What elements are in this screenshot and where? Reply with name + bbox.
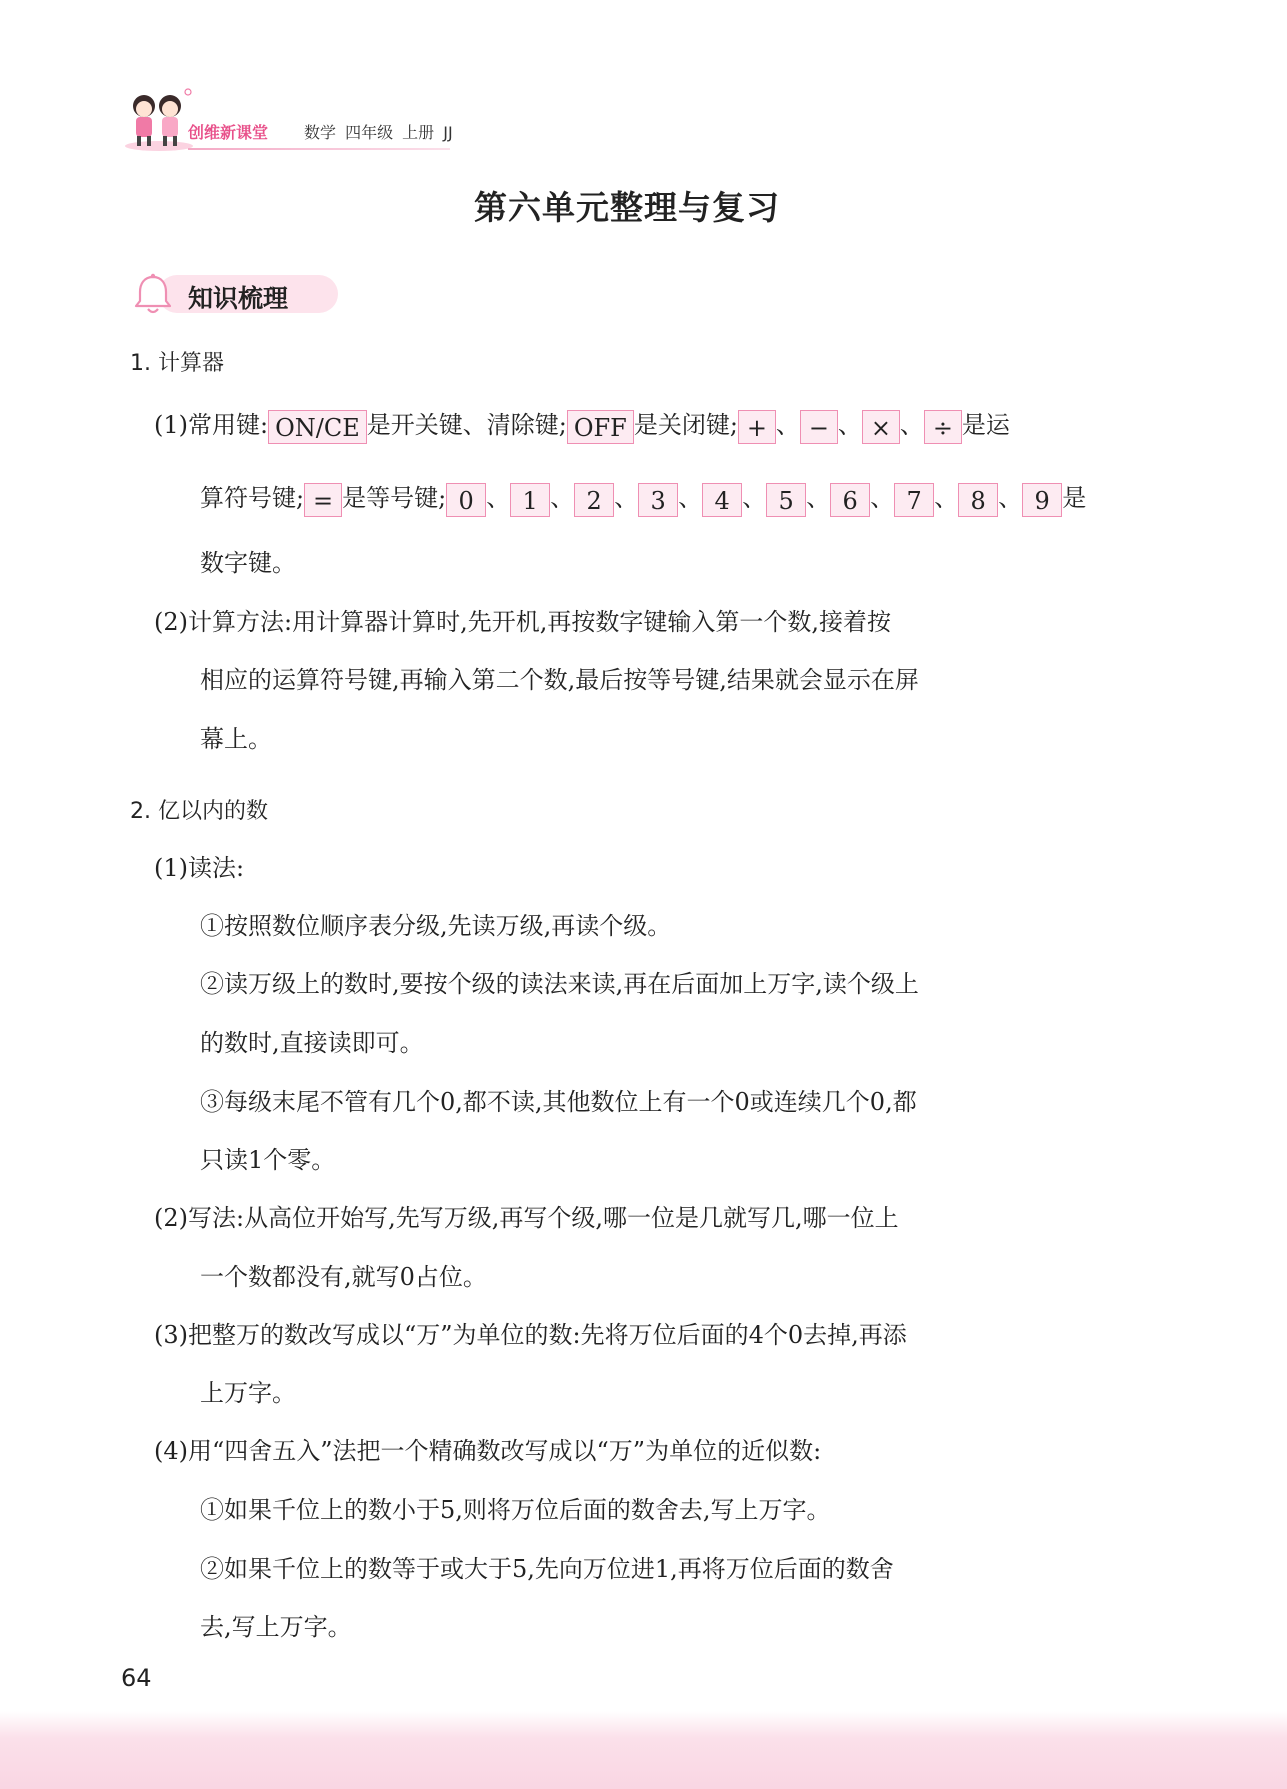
p1-line1 xyxy=(154,408,1010,444)
p1-line2-lead: 算符号键; xyxy=(200,484,305,512)
key-digit: 4 xyxy=(702,483,742,517)
separator: 、 xyxy=(486,484,511,512)
p5-number: (3) xyxy=(154,1321,188,1349)
p6-text: 用“四舍五入”法把一个精确数改写成以“万”为单位的近似数: xyxy=(188,1437,822,1465)
p2-line3: 幕上。 xyxy=(200,725,272,753)
p4-text: 写法:从高位开始写,先写万级,再写个级,哪一位是几就写几,哪一位上 xyxy=(188,1204,899,1232)
separator: 、 xyxy=(550,484,575,512)
section-badge xyxy=(130,271,338,317)
brand-name: 创维新课堂 xyxy=(188,123,269,142)
separator: 、 xyxy=(775,411,800,439)
p3-item2a: ②读万级上的数时,要按个级的读法来读,再在后面加上万字,读个级上 xyxy=(200,970,919,998)
separator: 、 xyxy=(614,484,639,512)
key-times: × xyxy=(862,410,900,444)
p3-number: (1) xyxy=(154,854,188,882)
key-on-ce: ON/CE xyxy=(268,410,367,444)
key-digit: 2 xyxy=(574,483,614,517)
p2-number: (2) xyxy=(154,608,188,636)
p6-item2a: ②如果千位上的数等于或大于5,先向万位进1,再将万位后面的数舍 xyxy=(200,1555,894,1583)
p1-text-5: 是 xyxy=(1062,484,1087,512)
p4-line2: 一个数都没有,就写0占位。 xyxy=(200,1263,487,1291)
p2-text: 计算方法:用计算器计算时,先开机,再按数字键输入第一个数,接着按 xyxy=(188,608,891,636)
key-digit: 8 xyxy=(958,483,998,517)
book-subject: 数学 四年级 上册 JJ xyxy=(304,123,453,142)
key-digit: 9 xyxy=(1022,483,1062,517)
p3-item3b: 只读1个零。 xyxy=(200,1146,336,1174)
p6-item1: ①如果千位上的数小于5,则将万位后面的数舍去,写上万字。 xyxy=(200,1496,831,1524)
heading-calculator: 1. 计算器 xyxy=(130,351,224,376)
key-divide: ÷ xyxy=(924,410,962,444)
bell-icon xyxy=(130,271,176,317)
page-title: 第六单元整理与复习 xyxy=(474,188,780,227)
p2-line1 xyxy=(154,605,891,639)
p5-text: 把整万的数改写成以“万”为单位的数:先将万位后面的4个0去掉,再添 xyxy=(188,1321,907,1349)
p6-line1 xyxy=(154,1434,821,1468)
p6-item2b: 去,写上万字。 xyxy=(200,1613,352,1641)
key-digit: 6 xyxy=(830,483,870,517)
separator: 、 xyxy=(806,484,831,512)
p1-number: (1) xyxy=(154,411,188,439)
p1-line2 xyxy=(200,481,1086,517)
separator: 、 xyxy=(742,484,767,512)
p1-line3: 数字键。 xyxy=(200,549,296,577)
section-label: 知识梳理 xyxy=(188,284,289,313)
key-digit: 0 xyxy=(446,483,486,517)
p4-line1 xyxy=(154,1201,899,1235)
separator: 、 xyxy=(837,411,862,439)
key-off: OFF xyxy=(567,410,634,444)
p5-line1 xyxy=(154,1318,907,1352)
header-divider xyxy=(188,148,450,150)
separator: 、 xyxy=(870,484,895,512)
p4-number: (2) xyxy=(154,1204,188,1232)
key-digit: 1 xyxy=(510,483,550,517)
key-digit: 7 xyxy=(894,483,934,517)
p6-number: (4) xyxy=(154,1437,188,1465)
separator: 、 xyxy=(899,411,924,439)
key-plus: + xyxy=(738,410,776,444)
page-number: 64 xyxy=(121,1664,152,1692)
kids-logo-icon xyxy=(122,84,196,154)
p3-line1 xyxy=(154,851,244,885)
p1-text-4: 是等号键; xyxy=(342,484,447,512)
heading-numbers: 2. 亿以内的数 xyxy=(130,799,268,824)
p1-text-1: 是开关键、清除键; xyxy=(366,411,567,439)
page-header xyxy=(122,84,452,156)
separator: 、 xyxy=(678,484,703,512)
p1-text-2: 是关闭键; xyxy=(633,411,738,439)
p3-item2b: 的数时,直接读即可。 xyxy=(200,1029,424,1057)
p2-line2: 相应的运算符号键,再输入第二个数,最后按等号键,结果就会显示在屏 xyxy=(200,666,919,694)
key-digit: 5 xyxy=(766,483,806,517)
p3-item3a: ③每级末尾不管有几个0,都不读,其他数位上有一个0或连续几个0,都 xyxy=(200,1088,917,1116)
separator: 、 xyxy=(998,484,1023,512)
key-digit: 3 xyxy=(638,483,678,517)
separator: 、 xyxy=(934,484,959,512)
p1-lead: 常用键: xyxy=(188,411,269,439)
key-equals: = xyxy=(304,483,342,517)
p3-lead: 读法: xyxy=(188,854,245,882)
key-minus: − xyxy=(800,410,838,444)
p5-line2: 上万字。 xyxy=(200,1379,296,1407)
p3-item1: ①按照数位顺序表分级,先读万级,再读个级。 xyxy=(200,912,672,940)
footer-band xyxy=(0,1711,1287,1789)
p1-text-3: 是运 xyxy=(961,411,1010,439)
